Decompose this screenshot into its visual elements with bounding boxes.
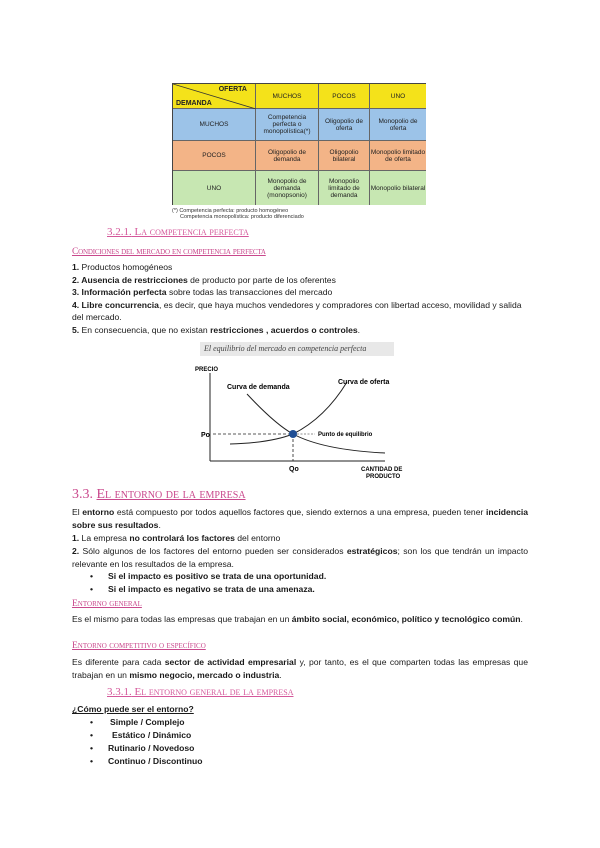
section-321-title: La competencia perfecta bbox=[134, 226, 249, 238]
conditions-list bbox=[72, 261, 528, 337]
bullet-dot: • bbox=[90, 730, 94, 740]
condition-tail: . bbox=[357, 324, 361, 335]
table-cell: Oligopolio de oferta bbox=[319, 109, 370, 141]
x-axis-label-1: CANTIDAD DE bbox=[361, 467, 403, 473]
row-header-pocos: POCOS bbox=[173, 141, 256, 171]
bullet-text: Si el impacto es positivo se trata de una oportunidad. bbox=[108, 571, 327, 581]
entorno-general-heading: Entorno general bbox=[72, 599, 142, 609]
section-33-number: 3.3. bbox=[72, 487, 93, 502]
entorno-type-bullet bbox=[90, 730, 191, 740]
equilibrium-diagram bbox=[195, 358, 425, 486]
bullet-dot: • bbox=[90, 717, 94, 727]
col-header-muchos: MUCHOS bbox=[256, 84, 319, 109]
corner-demanda-label: DEMANDA bbox=[176, 100, 212, 107]
section-33-title: El entorno de la empresa bbox=[96, 487, 246, 502]
condition-3 bbox=[72, 286, 528, 299]
condition-bold: Libre concurrencia bbox=[79, 299, 159, 310]
condition-number: 1. bbox=[72, 262, 80, 272]
bullet-text: Continuo / Discontinuo bbox=[108, 756, 203, 766]
condition-1 bbox=[72, 261, 528, 274]
equilibrium-chart-title: El equilibrio del mercado en competencia perfecta bbox=[200, 342, 394, 356]
equilibrium-point bbox=[289, 430, 297, 438]
entorno-point-1 bbox=[72, 532, 528, 545]
text-run: Es diferente para cada bbox=[72, 657, 165, 667]
condition-text: sobre todas las transacciones del mercado bbox=[166, 287, 333, 298]
entorno-paragraph bbox=[72, 506, 528, 531]
impact-bullet bbox=[90, 584, 315, 594]
quantity-label: Qo bbox=[289, 466, 299, 473]
condition-number: 5. bbox=[72, 324, 80, 335]
section-321-heading bbox=[107, 226, 249, 238]
bullet-text: Rutinario / Novedoso bbox=[108, 743, 195, 753]
col-header-uno: UNO bbox=[370, 84, 426, 109]
especifico-paragraph bbox=[72, 656, 528, 681]
condition-bold: Ausencia de restricciones bbox=[79, 274, 188, 285]
bullet-dot: • bbox=[90, 756, 94, 766]
section-321-number: 3.2.1. bbox=[107, 226, 132, 238]
market-structure-table bbox=[172, 83, 426, 205]
table-cell: Monopolio bilateral bbox=[370, 171, 426, 205]
condition-number: 3. bbox=[72, 287, 80, 298]
x-axis-label-2: PRODUCTO bbox=[366, 474, 401, 480]
text-bold: sector de actividad empresarial bbox=[164, 657, 297, 667]
table-cell: Oligopolio bilateral bbox=[319, 141, 370, 171]
table-cell: Competencia perfecta o monopolística(*) bbox=[256, 109, 319, 141]
text-run: . bbox=[520, 614, 523, 624]
row-header-muchos: MUCHOS bbox=[173, 109, 256, 141]
entorno-type-bullet bbox=[90, 717, 185, 727]
bullet-text: Si el impacto es negativo se trata de una amenaza. bbox=[108, 584, 315, 594]
entorno-point-2 bbox=[72, 545, 528, 570]
bullet-text: Estático / Dinámico bbox=[112, 730, 192, 740]
text-bold: estratégicos bbox=[346, 546, 398, 556]
demand-curve bbox=[247, 394, 385, 453]
table-corner-cell bbox=[173, 84, 256, 109]
point-number: 2. bbox=[72, 546, 80, 556]
text-run: Sólo algunos de los factores del entorno pueden ser considerados bbox=[79, 546, 347, 556]
section-331-number: 3.3.1. bbox=[107, 686, 132, 698]
text-run: del entorno bbox=[234, 533, 281, 543]
entorno-type-bullet bbox=[90, 756, 203, 766]
equilibrium-label: Punto de equilibrio bbox=[318, 432, 373, 438]
section-331-title: El entorno general de la empresa bbox=[134, 686, 294, 698]
table-cell: Oligopolio de demanda bbox=[256, 141, 319, 171]
condition-bold: restricciones , acuerdos o controles bbox=[210, 324, 358, 335]
section-33-heading bbox=[72, 487, 246, 503]
bullet-text: Simple / Complejo bbox=[110, 717, 185, 727]
condition-bold: Información perfecta bbox=[79, 287, 167, 298]
text-run: La empresa bbox=[79, 533, 130, 543]
general-paragraph bbox=[72, 613, 528, 626]
conditions-heading: Condiciones del mercado en competencia perfecta bbox=[72, 247, 266, 257]
table-footnote-2: Competencia monopolística: producto diferenciado bbox=[180, 214, 304, 220]
text-run: . bbox=[279, 669, 282, 680]
corner-oferta-label: OFERTA bbox=[218, 86, 247, 93]
text-run: Es el mismo para todas las empresas que trabajan en un bbox=[72, 614, 292, 624]
question-heading: ¿Cómo puede ser el entorno? bbox=[72, 704, 194, 714]
table-cell: Monopolio limitado de oferta bbox=[370, 141, 426, 171]
condition-2 bbox=[72, 274, 528, 287]
col-header-pocos: POCOS bbox=[319, 84, 370, 109]
bullet-dot: • bbox=[90, 743, 94, 753]
supply-curve-label: Curva de oferta bbox=[338, 379, 390, 386]
entorno-especifico-heading: Entorno competitivo o específico bbox=[72, 641, 206, 651]
entorno-type-bullet bbox=[90, 743, 194, 753]
impact-bullet bbox=[90, 571, 326, 581]
row-header-uno: UNO bbox=[173, 171, 256, 205]
price-label: Po bbox=[201, 432, 210, 439]
y-axis-label: PRECIO bbox=[195, 367, 219, 373]
text-run: está compuesto por todos aquellos factores que, siendo externos a una empresa, pueden tener bbox=[114, 507, 486, 517]
table-cell: Monopolio limitado de demanda bbox=[319, 171, 370, 205]
bullet-dot: • bbox=[90, 584, 94, 594]
condition-5 bbox=[72, 324, 528, 337]
condition-4 bbox=[72, 299, 528, 324]
condition-number: 2. bbox=[72, 274, 80, 285]
table-cell: Monopolio de demanda (monopsonio) bbox=[256, 171, 319, 205]
demand-curve-label: Curva de demanda bbox=[227, 384, 290, 391]
text-run: ; son los que tendrán un impacto relevante en los resultados de la empresa. bbox=[72, 546, 528, 569]
text-bold: mismo negocio, mercado o industria bbox=[129, 669, 280, 680]
text-run: . bbox=[158, 519, 161, 530]
condition-text: Productos homogéneos bbox=[79, 262, 173, 272]
text-bold: entorno bbox=[82, 507, 115, 517]
text-bold: no controlará los factores bbox=[129, 533, 235, 543]
condition-number: 4. bbox=[72, 299, 80, 310]
text-bold: ámbito social, económico, político y tecnológico común bbox=[291, 614, 521, 624]
point-number: 1. bbox=[72, 533, 80, 543]
bullet-dot: • bbox=[90, 571, 94, 581]
text-bold: incidencia sobre sus resultados bbox=[72, 507, 529, 530]
condition-text: , es decir, que haya muchos vendedores y compradores con libertad acceso, movilidad y salida del mercado. bbox=[72, 299, 522, 323]
condition-text: de producto por parte de los oferentes bbox=[187, 274, 336, 285]
text-run: y, por tanto, es el que comparten todas las empresas que trabajan en un bbox=[72, 657, 528, 680]
text-run: El bbox=[72, 507, 83, 517]
section-331-heading bbox=[107, 686, 294, 698]
condition-text: En consecuencia, que no existan bbox=[79, 324, 211, 335]
table-cell: Monopolio de oferta bbox=[370, 109, 426, 141]
table-footnote-1: (*) Competencia perfecta: producto homogéneo bbox=[172, 208, 289, 214]
